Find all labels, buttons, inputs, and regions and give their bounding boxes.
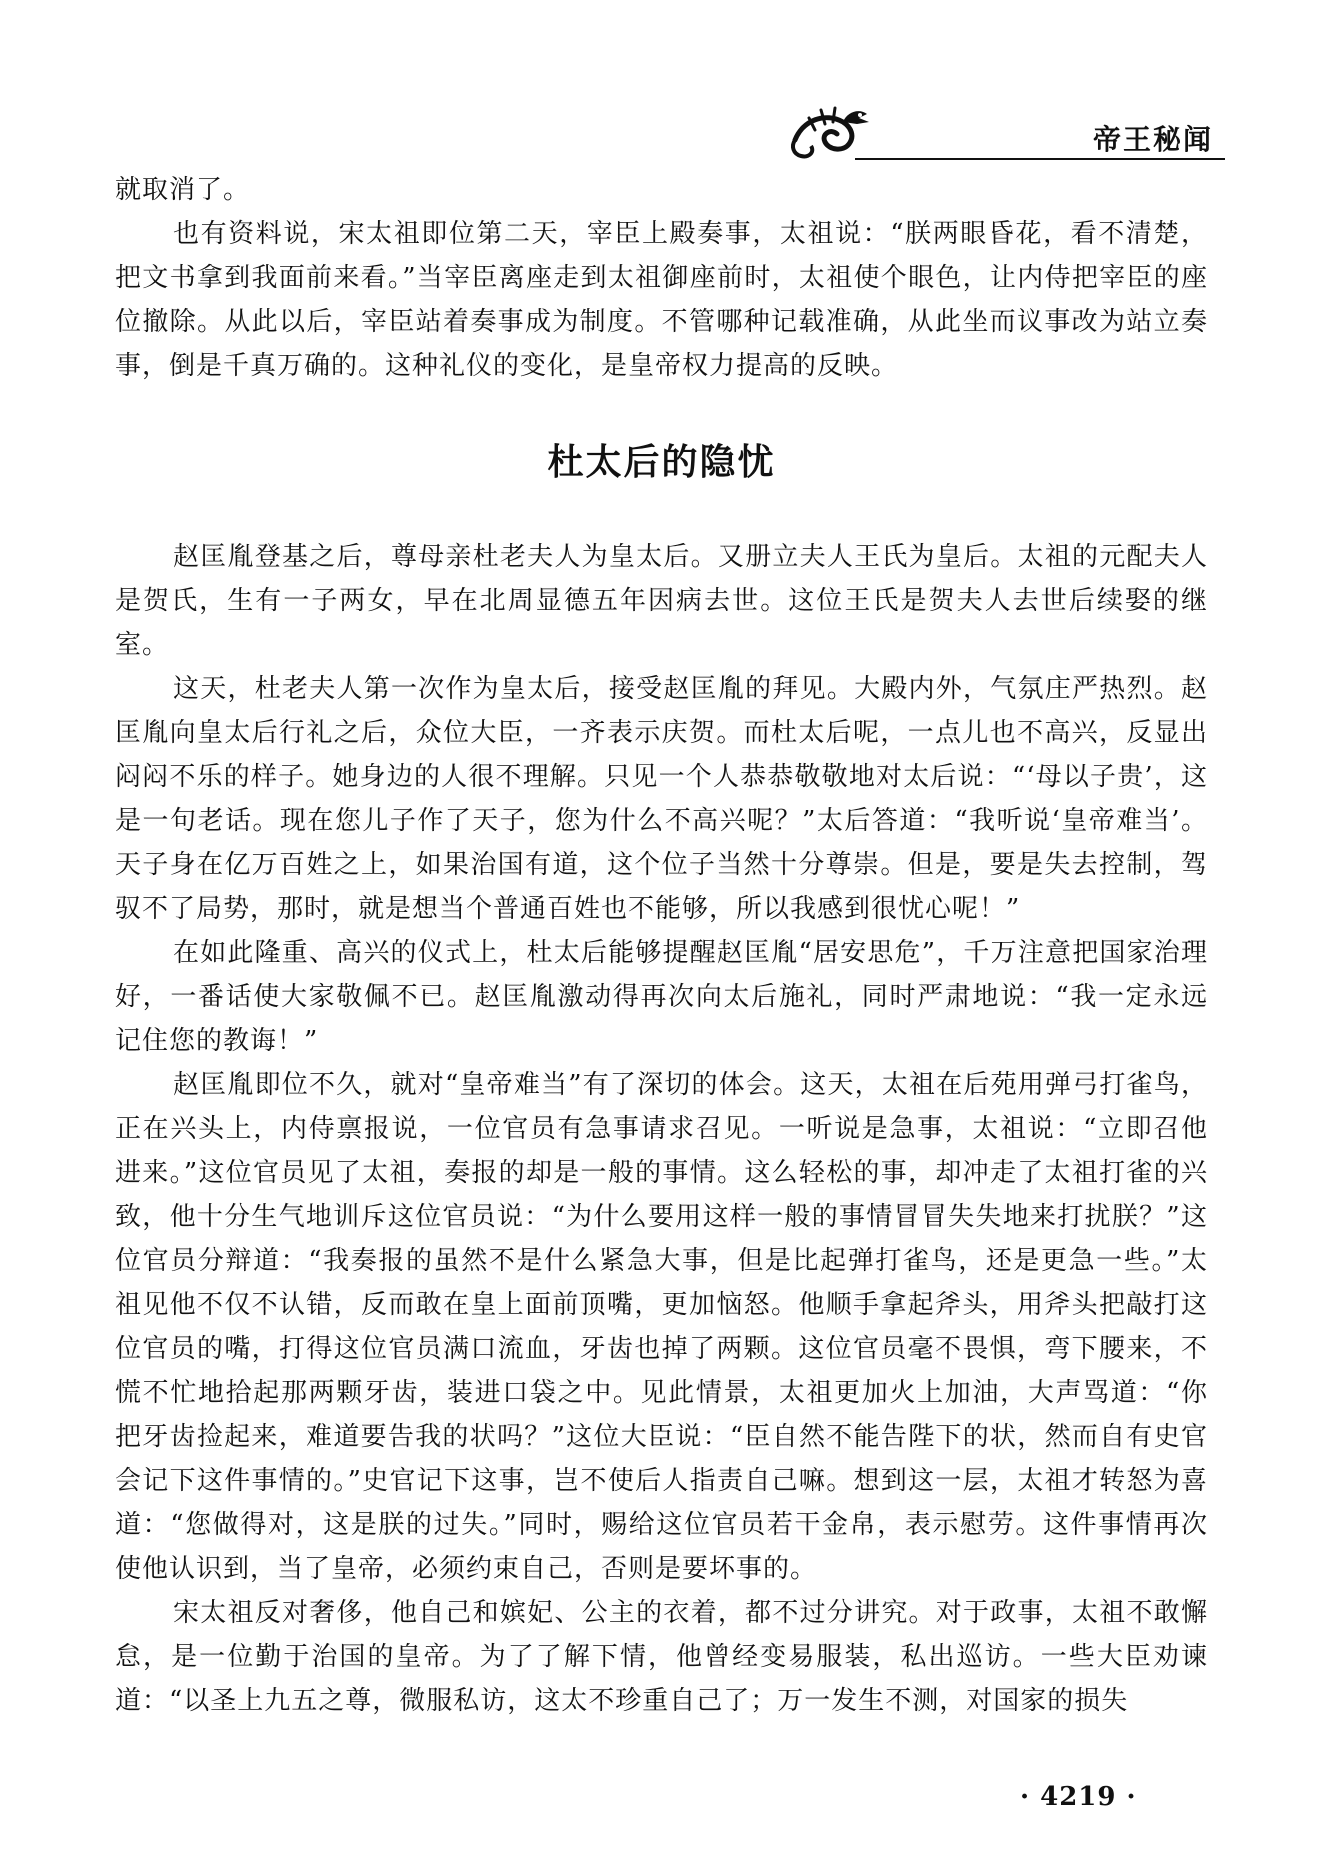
page-header (785, 100, 1225, 170)
paragraph: 就取消了。 (115, 175, 251, 205)
section-title: 杜太后的隐忧 (547, 442, 776, 483)
page-number: · 4219 · (1020, 1782, 1137, 1812)
paragraph: 在如此隆重、高兴的仪式上，杜太后能够提醒赵匡胤“居安思危”，千万注意把国家治理好，一番话使大家敬佩不已。赵匡胤激动得再次向太后施礼，同时严肃地说：“我一定永远记住您的教诲！” (115, 938, 1208, 1056)
dragon-emblem-icon (785, 100, 875, 166)
paragraph: 赵匡胤即位不久，就对“皇帝难当”有了深切的体会。这天，太祖在后苑用弹弓打雀鸟，正在兴头上，内侍禀报说，一位官员有急事请求召见。一听说是急事，太祖说：“立即召他进来。”这位官员见了太祖，奏报的却是一般的事情。这么轻松的事，却冲走了太祖打雀的兴致，他十分生气地训斥这位官员说：“为什么要用这样一般的事情冒冒失失地来打扰朕？”这位官员分辩道：“我奏报的虽然不是什么紧急大事，但是比起弹打雀鸟，还是更急一些。”太祖见他不仅不认错，反而敢在皇上面前顶嘴，更加恼怒。他顺手拿起斧头，用斧头把敲打这位官员的嘴，打得这位官员满口流血，牙齿也掉了两颗。这位官员毫不畏惧，弯下腰来，不慌不忙地拾起那两颗牙齿，装进口袋之中。见此情景，太祖更加火上加油，大声骂道：“你把牙齿捡起来，难道要告我的状吗？”这位大臣说：“臣自然不能告陛下的状，然而自有史官会记下这件事情的。”史官记下这事，岂不使后人指责自己嘛。想到这一层，太祖才转怒为喜道：“您做得对，这是朕的过失。”同时，赐给这位官员若干金帛，表示慰劳。这件事情再次使他认识到，当了皇帝，必须约束自己，否则是要坏事的。 (115, 1070, 1208, 1584)
paragraph: 宋太祖反对奢侈，他自己和嫔妃、公主的衣着，都不过分讲究。对于政事，太祖不敢懈怠，是一位勤于治国的皇帝。为了了解下情，他曾经变易服装，私出巡访。一些大臣劝谏道：“以圣上九五之尊，微服私访，这太不珍重自己了；万一发生不测，对国家的损失 (115, 1598, 1208, 1716)
running-title: 帝王秘闻 (1092, 123, 1213, 156)
page-body (115, 168, 1208, 1723)
paragraph: 也有资料说，宋太祖即位第二天，宰臣上殿奏事，太祖说：“朕两眼昏花，看不清楚，把文书拿到我面前来看。”当宰臣离座走到太祖御座前时，太祖使个眼色，让内侍把宰臣的座位撤除。从此以后，宰臣站着奏事成为制度。不管哪种记载准确，从此坐而议事改为站立奏事，倒是千真万确的。这种礼仪的变化，是皇帝权力提高的反映。 (115, 219, 1208, 381)
paragraph: 赵匡胤登基之后，尊母亲杜老夫人为皇太后。又册立夫人王氏为皇后。太祖的元配夫人是贺氏，生有一子两女，早在北周显德五年因病去世。这位王氏是贺夫人去世后续娶的继室。 (115, 542, 1208, 660)
header-rule (855, 158, 1225, 160)
paragraph: 这天，杜老夫人第一次作为皇太后，接受赵匡胤的拜见。大殿内外，气氛庄严热烈。赵匡胤向皇太后行礼之后，众位大臣，一齐表示庆贺。而杜太后呢，一点儿也不高兴，反显出闷闷不乐的样子。她身边的人很不理解。只见一个人恭恭敬敬地对太后说：“‘母以子贵’，这是一句老话。现在您儿子作了天子，您为什么不高兴呢？”太后答道：“我听说‘皇帝难当’。天子身在亿万百姓之上，如果治国有道，这个位子当然十分尊崇。但是，要是失去控制，驾驭不了局势，那时，就是想当个普通百姓也不能够，所以我感到很忧心呢！” (115, 674, 1208, 924)
